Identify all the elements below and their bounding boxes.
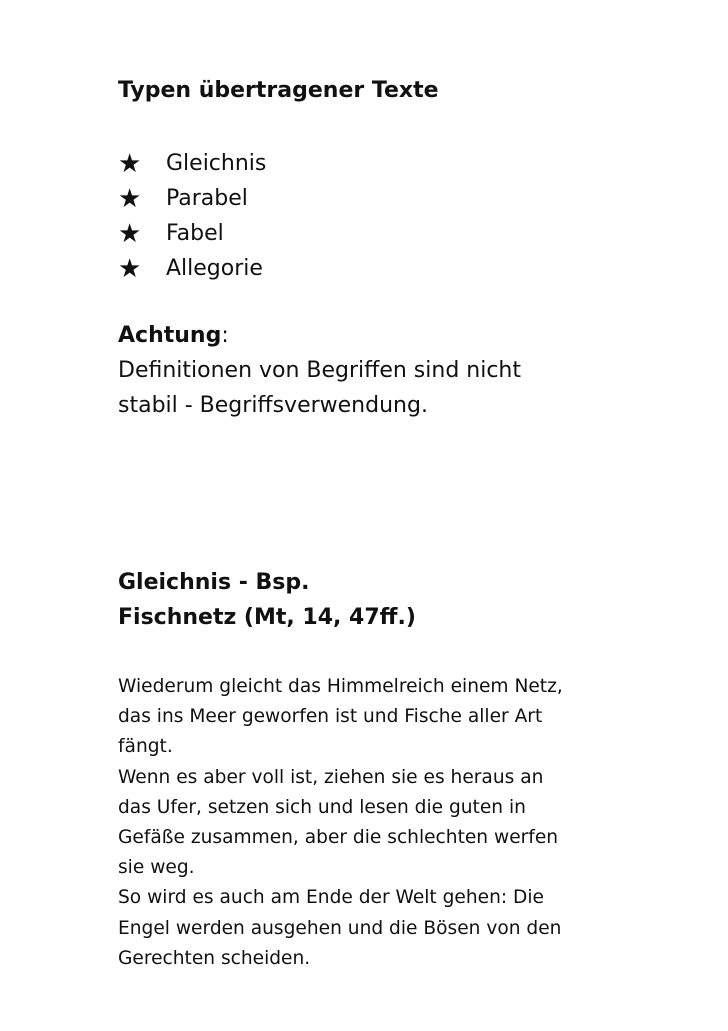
- example-heading: [118, 565, 416, 635]
- star-icon: ★: [118, 183, 142, 214]
- note-block: [118, 318, 698, 423]
- document-page: [118, 0, 708, 1031]
- note-line: Definitionen von Begriffen sind nicht: [118, 358, 521, 383]
- note-label: Achtung: [118, 323, 222, 348]
- body-line: So wird es auch am Ende der Welt gehen: Die: [118, 887, 544, 909]
- body-line: Engel werden ausgehen und die Bösen von den: [118, 917, 562, 939]
- body-line: das Ufer, setzen sich und lesen die guten in: [118, 796, 526, 818]
- body-line: fängt.: [118, 736, 173, 758]
- example-body-text: [118, 672, 708, 974]
- body-line: das ins Meer geworfen ist und Fische aller Art: [118, 706, 543, 728]
- star-icon: ★: [118, 253, 142, 284]
- body-line: Wenn es aber voll ist, ziehen sie es heraus an: [118, 766, 544, 788]
- body-line: Wiederum gleicht das Himmelreich einem Netz,: [118, 676, 563, 697]
- note-heading: [118, 318, 698, 353]
- body-line: Gefäße zusammen, aber die schlechten werfen: [118, 827, 559, 849]
- text-type-list: [118, 146, 266, 286]
- body-line: sie weg.: [118, 857, 195, 879]
- list-item: [118, 251, 266, 286]
- note-colon: :: [221, 323, 229, 348]
- body-line: Gerechten scheiden.: [118, 947, 311, 969]
- list-item: [118, 146, 266, 181]
- list-item: [118, 216, 266, 251]
- star-icon: ★: [118, 218, 142, 249]
- list-item: [118, 181, 266, 216]
- page-title: Typen übertragener Texte: [118, 78, 439, 103]
- list-item-label: Fabel: [166, 221, 224, 246]
- example-heading-line: Fischnetz (Mt, 14, 47ff.): [118, 605, 416, 630]
- note-line: stabil - Begriffsverwendung.: [118, 393, 428, 418]
- list-item-label: Gleichnis: [166, 151, 267, 176]
- list-item-label: Allegorie: [166, 256, 263, 281]
- star-icon: ★: [118, 148, 142, 179]
- example-heading-line: Gleichnis - Bsp.: [118, 570, 310, 595]
- list-item-label: Parabel: [166, 186, 248, 211]
